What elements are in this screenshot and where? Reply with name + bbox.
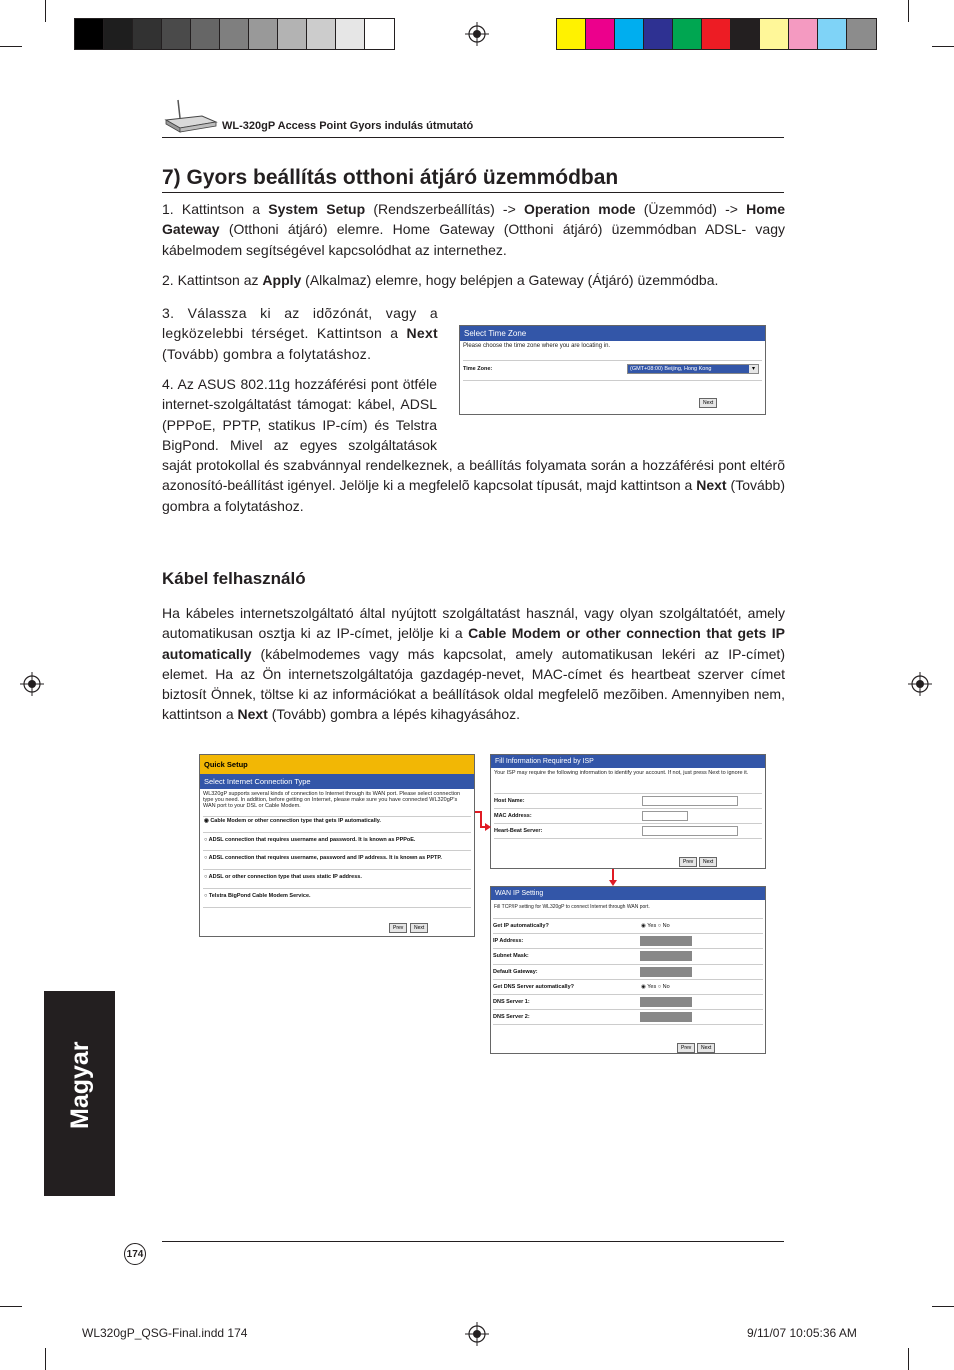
registration-mark-icon (465, 1322, 489, 1346)
isp-info-screenshot (490, 754, 766, 869)
radio-static-ip[interactable]: ○ ADSL or other connection type that uses static IP address. (204, 874, 362, 880)
color-swatch (702, 19, 731, 49)
registration-mark-icon (908, 672, 932, 696)
crop-mark (932, 1306, 954, 1307)
color-swatch (336, 19, 365, 49)
wan-field-input[interactable] (640, 997, 692, 1007)
mac-address-input[interactable] (642, 811, 688, 821)
color-swatch (365, 19, 394, 49)
time-zone-select[interactable]: (GMT+08:00) Beijing, Hong Kong ▾ (627, 364, 759, 374)
crop-mark (0, 1306, 22, 1307)
wan-field-label: Get DNS Server automatically? (493, 983, 575, 990)
color-swatch (731, 19, 760, 49)
radio-pptp[interactable]: ○ ADSL connection that requires username, password and IP address. It is known as PPTP. (204, 855, 442, 861)
wan-field-label: Default Gateway: (493, 968, 538, 975)
prev-button[interactable]: Prev (679, 857, 697, 867)
crop-mark (908, 0, 909, 22)
host-name-input[interactable] (642, 796, 738, 806)
time-zone-screenshot (459, 325, 766, 415)
grayscale-color-bar (74, 18, 395, 50)
host-name-label: Host Name: (494, 798, 525, 804)
wan-ip-screenshot (490, 886, 766, 1054)
color-swatch (644, 19, 673, 49)
subsection-title: Kábel felhasználó (162, 569, 306, 588)
slug-timestamp: 9/11/07 10:05:36 AM (747, 1326, 857, 1340)
wan-field-input[interactable] (640, 1012, 692, 1022)
color-swatch (220, 19, 249, 49)
wan-field-label: Subnet Mask: (493, 953, 529, 960)
slug-filename: WL320gP_QSG-Final.indd 174 (82, 1326, 248, 1340)
crop-mark (45, 1348, 46, 1370)
time-zone-label: Time Zone: (463, 366, 493, 372)
color-swatch (278, 19, 307, 49)
section-title: 7) Gyors beállítás otthoni átjáró üzemmódban (162, 166, 619, 189)
prev-button[interactable]: Prev (677, 1043, 695, 1053)
color-swatch (249, 19, 278, 49)
color-swatch (75, 19, 104, 49)
wan-field-label: DNS Server 2: (493, 1014, 530, 1021)
quick-setup-screenshot (199, 754, 475, 937)
step-4: 4. Az ASUS 802.11g hozzáférési pont ötféle internet-szolgáltatást támogat: kábel, ADSL (PPPoE, PPTP, statikus IP-cím) és Telstra BigPond. Mivel az egyes szolgáltatások saját protokollal és szabvánnyal rendelkeznek, a beállítás folyamata során a hozzáférési pont eltérõ azonosító-beállítást igényel. Jelölje ki a megfelelõ kapcsolat típusát, majd kattintson a Next (Tovább) gombra a folytatáshoz. (162, 376, 786, 514)
arrow-head-icon (485, 823, 491, 831)
quick-setup-header: Quick Setup (200, 755, 474, 774)
registration-mark-icon (465, 22, 489, 46)
wan-field-input[interactable] (640, 967, 692, 977)
color-swatch (818, 19, 847, 49)
heartbeat-server-input[interactable] (642, 826, 738, 836)
step-1: 1. Kattintson a System Setup (Rendszerbeállítás) -> Operation mode (Üzemmód) -> Home Gateway (Otthoni átjáró) elemre. Home Gateway (Otthoni átjáró) üzemmódban ADSL- vagy kábelmodem segítségével kapcsolódhat az internethez. (162, 201, 785, 258)
color-swatch (847, 19, 876, 49)
radio-pppoe[interactable]: ○ ADSL connection that requires username and password. It is known as PPPoE. (204, 837, 416, 843)
next-button[interactable]: Next (699, 857, 717, 867)
mac-address-label: MAC Address: (494, 813, 532, 819)
quick-setup-subheader: Select Internet Connection Type (200, 774, 474, 789)
next-button[interactable]: Next (699, 398, 717, 408)
next-button[interactable]: Next (697, 1043, 715, 1053)
time-zone-header: Select Time Zone (460, 326, 765, 341)
crop-mark (45, 0, 46, 22)
wan-field-input[interactable] (640, 951, 692, 961)
crop-mark (908, 1348, 909, 1370)
isp-header: Fill Information Required by ISP (491, 755, 765, 768)
wan-field-input[interactable] (640, 936, 692, 946)
radio-bigpond[interactable]: ○ Telstra BigPond Cable Modem Service. (204, 893, 311, 899)
next-button[interactable]: Next (410, 923, 428, 933)
chevron-down-icon: ▾ (749, 365, 758, 373)
color-swatch (673, 19, 702, 49)
router-icon (162, 98, 218, 134)
wan-header: WAN IP Setting (491, 887, 765, 900)
color-swatch (557, 19, 586, 49)
color-swatch (307, 19, 336, 49)
color-swatch (615, 19, 644, 49)
header-rule (162, 137, 784, 138)
registration-mark-icon (20, 672, 44, 696)
arrow-head-icon (609, 880, 617, 886)
color-swatch (104, 19, 133, 49)
wan-field-label: IP Address: (493, 938, 524, 945)
footer-rule (162, 1241, 784, 1242)
step-3: 3. Válassza ki az idõzónát, vagy a legközelebbi térséget. Kattintson a Next (Tovább) gombra a folytatáshoz. (162, 305, 438, 362)
wan-field-label: Get IP automatically? (493, 923, 549, 929)
color-swatch (133, 19, 162, 49)
color-swatch (760, 19, 789, 49)
language-side-tab (44, 991, 115, 1196)
prev-button[interactable]: Prev (389, 923, 407, 933)
crop-mark (0, 46, 22, 47)
wan-desc: Fill TCP/IP setting for WL320gP to connect Internet through WAN port. (494, 904, 650, 910)
radio-cable-modem[interactable]: ◉ Cable Modem or other connection type that gets IP automatically. (204, 818, 381, 824)
page-number: 174 (124, 1243, 146, 1265)
isp-desc: Your ISP may require the following information to identify your account. If not, just press Next to ignore it. (494, 770, 749, 776)
color-swatch (191, 19, 220, 49)
wan-field-label: DNS Server 1: (493, 999, 530, 1005)
heartbeat-server-label: Heart-Beat Server: (494, 828, 543, 834)
yes-no-radio[interactable]: ◉ Yes ○ No (641, 983, 670, 990)
subsection-body: Ha kábeles internetszolgáltató által nyújtott szolgáltatást használ, vagy olyan szolgáltatóét, amely automatikusan osztja ki az IP-címet, jelölje ki a Cable Modem or other connection that gets IP automatically (kábelmodemes vagy más kapcsolat, amely automatikusan lekéri az IP-címet) elemet. Ha az Ön internetszolgáltatója gazdagép-nevet, MAC-címet és heartbeat szerver címet biztosít Önnek, töltse ki az információkat a beállítások oldal megfelelõ mezõiben. Amennyiben nem, kattintson a Next (Tovább) gombra a lépés kihagyásához. (162, 605, 785, 723)
arrow-line (480, 811, 482, 827)
yes-no-radio[interactable]: ◉ Yes ○ No (641, 923, 670, 929)
color-swatch (162, 19, 191, 49)
color-swatch (789, 19, 818, 49)
time-zone-desc: Please choose the time zone where you are locating in. (463, 343, 611, 349)
header-title: WL-320gP Access Point Gyors indulás útmutató (222, 120, 474, 132)
color-swatch (586, 19, 615, 49)
step-2: 2. Kattintson az Apply (Alkalmaz) elemre, hogy belépjen a Gateway (Átjáró) üzemmódba. (162, 272, 719, 288)
language-label: Magyar (66, 1041, 94, 1129)
process-color-bar (556, 18, 877, 50)
crop-mark (932, 46, 954, 47)
quick-setup-desc: WL320gP supports several kinds of connection to Internet through its WAN port. Please select connection type you need. In addition, before getting on Internet, please make sure you have connected WL320gP's WAN port to your DSL or Cable Modem. (203, 791, 461, 809)
section-rule (162, 192, 784, 193)
